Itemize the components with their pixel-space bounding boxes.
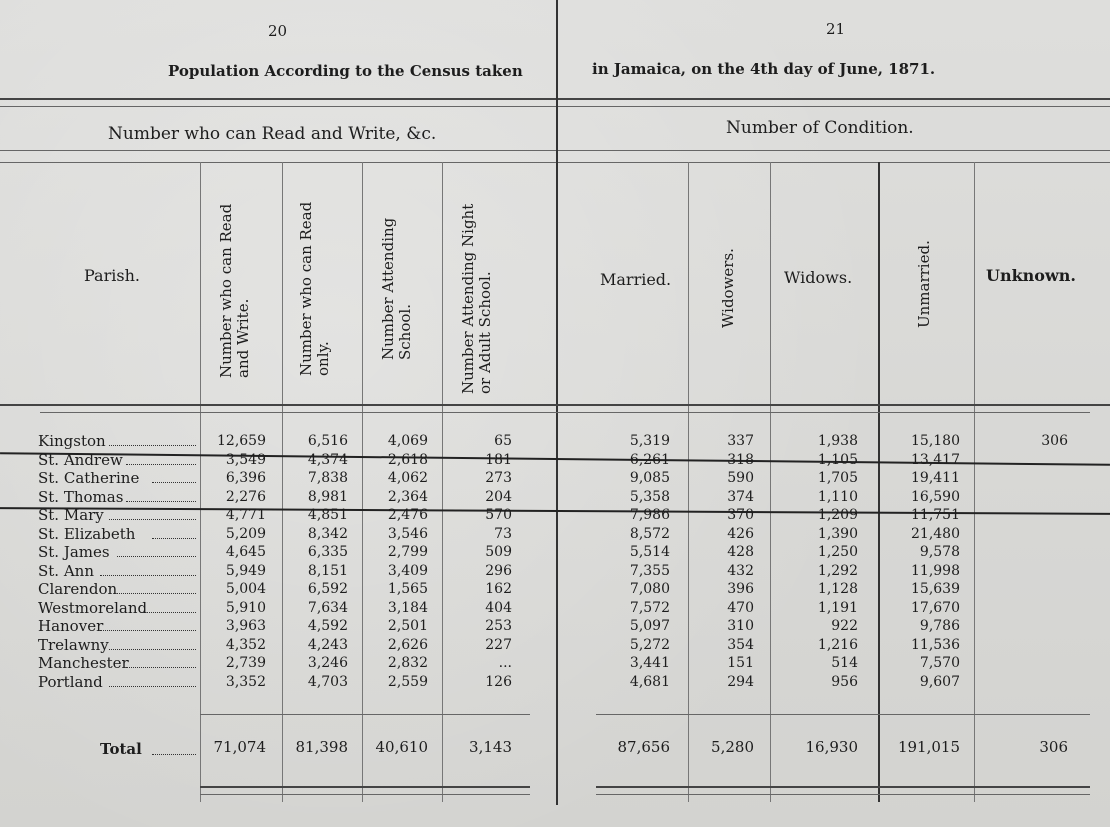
cell-unmarried: 15,639 bbox=[911, 581, 960, 597]
cell-widowers: 370 bbox=[727, 507, 754, 523]
cell-widowers: 470 bbox=[727, 599, 754, 616]
parish-name: St. Mary bbox=[38, 506, 104, 524]
header-unmarried: Unmarried. bbox=[915, 240, 933, 328]
cell-read-write: 4,771 bbox=[225, 507, 266, 523]
cell-read-write: 5,004 bbox=[225, 581, 266, 597]
col-rule-7 bbox=[770, 162, 771, 802]
cell-widows: 1,209 bbox=[817, 507, 858, 523]
section-condition: Number of Condition. bbox=[726, 118, 914, 138]
cell-read-only: 7,838 bbox=[307, 470, 348, 486]
parish-name: St. Andrew bbox=[38, 450, 123, 469]
total-unknown: 306 bbox=[1039, 738, 1068, 756]
cell-read-write: 3,549 bbox=[225, 451, 266, 468]
cell-unmarried: 9,578 bbox=[919, 544, 960, 560]
cell-attending-night: 296 bbox=[485, 562, 512, 579]
total-widows: 16,930 bbox=[805, 738, 858, 756]
cell-read-write: 3,352 bbox=[225, 673, 266, 690]
cell-married: 5,319 bbox=[629, 433, 670, 449]
col-rule-2 bbox=[282, 162, 283, 802]
left-page-number: 20 bbox=[268, 22, 288, 40]
cell-unmarried: 7,570 bbox=[919, 655, 960, 671]
cell-attending-school: 2,626 bbox=[387, 636, 428, 653]
cell-attending-night: 204 bbox=[485, 488, 512, 505]
header-attending-night: Number Attending Night or Adult School. bbox=[459, 203, 494, 394]
cell-read-write: 4,352 bbox=[225, 636, 266, 653]
dot-leader bbox=[109, 519, 196, 520]
cell-widows: 1,128 bbox=[817, 581, 858, 597]
cell-attending-school: 4,062 bbox=[387, 470, 428, 486]
parish-name: St. James bbox=[38, 543, 110, 561]
cell-widowers: 432 bbox=[727, 562, 754, 579]
header-married: Married. bbox=[600, 270, 672, 289]
cell-read-only: 4,851 bbox=[307, 507, 348, 523]
cell-attending-school: 2,832 bbox=[387, 655, 428, 671]
header-read-write: Number who can Read and Write. bbox=[217, 203, 252, 378]
cell-attending-school: 2,364 bbox=[387, 488, 428, 505]
total-widowers: 5,280 bbox=[711, 738, 754, 756]
col-rule-4 bbox=[442, 162, 443, 802]
cell-unmarried: 11,998 bbox=[911, 562, 960, 579]
dot-leader bbox=[109, 649, 196, 650]
cell-married: 4,681 bbox=[629, 673, 670, 690]
parish-name: Hanover bbox=[38, 617, 104, 635]
col-rule-6 bbox=[688, 162, 689, 802]
header-bottom-rule bbox=[0, 404, 1110, 406]
cell-widowers: 337 bbox=[727, 433, 754, 449]
cell-married: 7,080 bbox=[629, 581, 670, 597]
cell-married: 5,272 bbox=[629, 636, 670, 653]
subtotal-rule-right bbox=[596, 714, 1090, 715]
cell-attending-school: 2,501 bbox=[387, 618, 428, 634]
dot-leader bbox=[109, 445, 196, 446]
cell-widows: 1,390 bbox=[817, 525, 858, 542]
cell-attending-school: 2,559 bbox=[387, 673, 428, 690]
cell-unmarried: 19,411 bbox=[911, 470, 960, 486]
dot-leader bbox=[100, 630, 196, 631]
cell-attending-school: 2,476 bbox=[387, 507, 428, 523]
title-right: in Jamaica, on the 4th day of June, 1871. bbox=[592, 60, 936, 78]
col-rule-8 bbox=[878, 162, 880, 802]
cell-widowers: 151 bbox=[727, 655, 754, 671]
parish-name: Clarendon bbox=[38, 580, 118, 598]
cell-read-only: 8,151 bbox=[307, 562, 348, 579]
cell-attending-night: 509 bbox=[485, 544, 512, 560]
total-married: 87,656 bbox=[617, 738, 670, 756]
cell-widows: 1,216 bbox=[817, 636, 858, 653]
cell-read-only: 8,981 bbox=[307, 488, 348, 505]
col-rule-1 bbox=[200, 162, 201, 802]
cell-married: 9,085 bbox=[629, 470, 670, 486]
cell-married: 3,441 bbox=[629, 655, 670, 671]
cell-read-only: 4,703 bbox=[307, 673, 348, 690]
cell-attending-school: 1,565 bbox=[387, 581, 428, 597]
dot-leader bbox=[152, 754, 196, 755]
total-rule-right-2 bbox=[596, 794, 1090, 795]
cell-attending-school: 2,799 bbox=[387, 544, 428, 560]
cell-read-write: 2,276 bbox=[225, 488, 266, 505]
cell-read-only: 3,246 bbox=[307, 655, 348, 671]
dot-leader bbox=[126, 464, 196, 465]
cell-married: 7,355 bbox=[629, 562, 670, 579]
header-unknown: Unknown. bbox=[986, 266, 1076, 285]
cell-widowers: 354 bbox=[727, 636, 754, 653]
dot-leader bbox=[100, 575, 196, 576]
total-attending-school: 40,610 bbox=[375, 738, 428, 756]
total-rule-left-2 bbox=[200, 794, 530, 795]
cell-read-only: 4,243 bbox=[307, 636, 348, 653]
cell-read-write: 5,910 bbox=[225, 599, 266, 616]
header-bottom-rule-2 bbox=[40, 412, 1090, 413]
cell-widows: 514 bbox=[831, 655, 858, 671]
section-read-write: Number who can Read and Write, &c. bbox=[108, 124, 437, 144]
cell-widowers: 396 bbox=[727, 581, 754, 597]
cell-widowers: 428 bbox=[727, 544, 754, 560]
cell-widows: 1,105 bbox=[817, 451, 858, 468]
section-rule-2 bbox=[0, 162, 1110, 163]
dot-leader bbox=[117, 593, 196, 594]
parish-name: St. Elizabeth bbox=[38, 524, 136, 543]
parish-name: Trelawny bbox=[38, 635, 109, 654]
cell-read-write: 12,659 bbox=[217, 433, 266, 449]
parish-name: St. Thomas bbox=[38, 487, 124, 506]
cell-unmarried: 13,417 bbox=[911, 451, 960, 468]
cell-read-write: 3,963 bbox=[225, 618, 266, 634]
cell-attending-school: 4,069 bbox=[387, 433, 428, 449]
cell-attending-night: 73 bbox=[494, 525, 512, 542]
dot-leader bbox=[152, 482, 196, 483]
cell-attending-night: 162 bbox=[485, 581, 512, 597]
cell-attending-night: 570 bbox=[485, 507, 512, 523]
header-attending-school: Number Attending School. bbox=[379, 217, 414, 360]
col-rule-3 bbox=[362, 162, 363, 802]
top-rule-2 bbox=[0, 106, 1110, 107]
cell-unmarried: 17,670 bbox=[911, 599, 960, 616]
cell-attending-night: 227 bbox=[485, 636, 512, 653]
cell-widows: 1,250 bbox=[817, 544, 858, 560]
cell-married: 7,986 bbox=[629, 507, 670, 523]
cell-unknown: 306 bbox=[1041, 433, 1068, 449]
cell-attending-night: 181 bbox=[485, 451, 512, 468]
total-unmarried: 191,015 bbox=[897, 738, 960, 756]
parish-name: St. Ann bbox=[38, 561, 94, 580]
cell-attending-night: 126 bbox=[485, 673, 512, 690]
cell-attending-school: 2,618 bbox=[387, 451, 428, 468]
title-left: Population According to the Census taken bbox=[168, 62, 523, 80]
cell-attending-night: 253 bbox=[485, 618, 512, 634]
parish-name: Kingston bbox=[38, 432, 106, 450]
dot-leader bbox=[152, 538, 196, 539]
cell-attending-night: 404 bbox=[485, 599, 512, 616]
cell-widows: 1,705 bbox=[817, 470, 858, 486]
total-read-only: 81,398 bbox=[295, 738, 348, 756]
cell-read-write: 6,396 bbox=[225, 470, 266, 486]
cell-unmarried: 15,180 bbox=[911, 433, 960, 449]
total-read-write: 71,074 bbox=[213, 738, 266, 756]
cell-unmarried: 9,786 bbox=[919, 618, 960, 634]
cell-attending-night: 273 bbox=[485, 470, 512, 486]
cell-read-only: 6,592 bbox=[307, 581, 348, 597]
cell-married: 5,514 bbox=[629, 544, 670, 560]
cell-attending-school: 3,409 bbox=[387, 562, 428, 579]
parish-name: St. Catherine bbox=[38, 469, 140, 487]
col-rule-9 bbox=[974, 162, 975, 802]
page-gutter bbox=[556, 0, 558, 805]
cell-unmarried: 21,480 bbox=[911, 525, 960, 542]
cell-read-only: 7,634 bbox=[307, 599, 348, 616]
section-rule bbox=[0, 150, 1110, 151]
dot-leader bbox=[117, 556, 196, 557]
cell-read-only: 6,516 bbox=[307, 433, 348, 449]
cell-widows: 1,110 bbox=[817, 488, 858, 505]
cell-widowers: 426 bbox=[727, 525, 754, 542]
cell-widows: 1,292 bbox=[817, 562, 858, 579]
cell-read-write: 4,645 bbox=[225, 544, 266, 560]
total-rule-left bbox=[200, 786, 530, 788]
cell-married: 5,097 bbox=[629, 618, 670, 634]
cell-widowers: 294 bbox=[727, 673, 754, 690]
cell-read-write: 5,209 bbox=[225, 525, 266, 542]
cell-read-only: 6,335 bbox=[307, 544, 348, 560]
cell-widows: 956 bbox=[831, 673, 858, 690]
cell-married: 8,572 bbox=[629, 525, 670, 542]
cell-unmarried: 11,751 bbox=[911, 507, 960, 523]
dot-leader bbox=[143, 612, 196, 613]
cell-attending-school: 3,546 bbox=[387, 525, 428, 542]
parish-name: Portland bbox=[38, 672, 103, 691]
cell-read-write: 5,949 bbox=[225, 562, 266, 579]
cell-married: 7,572 bbox=[629, 599, 670, 616]
header-widows: Widows. bbox=[784, 268, 853, 287]
header-read-only: Number who can Read only. bbox=[297, 201, 332, 376]
right-page-number: 21 bbox=[826, 20, 846, 38]
cell-unmarried: 9,607 bbox=[919, 673, 960, 690]
cell-widows: 1,938 bbox=[817, 433, 858, 449]
header-widowers: Widowers. bbox=[719, 248, 737, 328]
cell-widowers: 310 bbox=[727, 618, 754, 634]
total-rule-right bbox=[596, 786, 1090, 788]
parish-name: Manchester bbox=[38, 654, 129, 672]
cell-attending-school: 3,184 bbox=[387, 599, 428, 616]
parish-name: Westmoreland bbox=[38, 598, 148, 617]
cell-read-only: 8,342 bbox=[307, 525, 348, 542]
cell-widows: 1,191 bbox=[817, 599, 858, 616]
cell-widowers: 590 bbox=[727, 470, 754, 486]
dot-leader bbox=[109, 686, 196, 687]
cell-attending-night: ... bbox=[498, 655, 512, 671]
cell-attending-night: 65 bbox=[494, 433, 512, 449]
header-parish: Parish. bbox=[84, 266, 140, 285]
dot-leader bbox=[126, 501, 196, 502]
cell-married: 6,261 bbox=[629, 451, 670, 468]
cell-widowers: 318 bbox=[727, 451, 754, 468]
cell-read-only: 4,374 bbox=[307, 451, 348, 468]
cell-unmarried: 11,536 bbox=[911, 636, 960, 653]
cell-widows: 922 bbox=[831, 618, 858, 634]
cell-married: 5,358 bbox=[629, 488, 670, 505]
top-rule bbox=[0, 98, 1110, 100]
dot-leader bbox=[126, 667, 196, 668]
total-attending-night: 3,143 bbox=[469, 738, 512, 756]
cell-widowers: 374 bbox=[727, 488, 754, 505]
cell-read-write: 2,739 bbox=[225, 655, 266, 671]
subtotal-rule-left bbox=[200, 714, 530, 715]
total-label: Total bbox=[100, 740, 142, 758]
cell-read-only: 4,592 bbox=[307, 618, 348, 634]
cell-unmarried: 16,590 bbox=[911, 488, 960, 505]
